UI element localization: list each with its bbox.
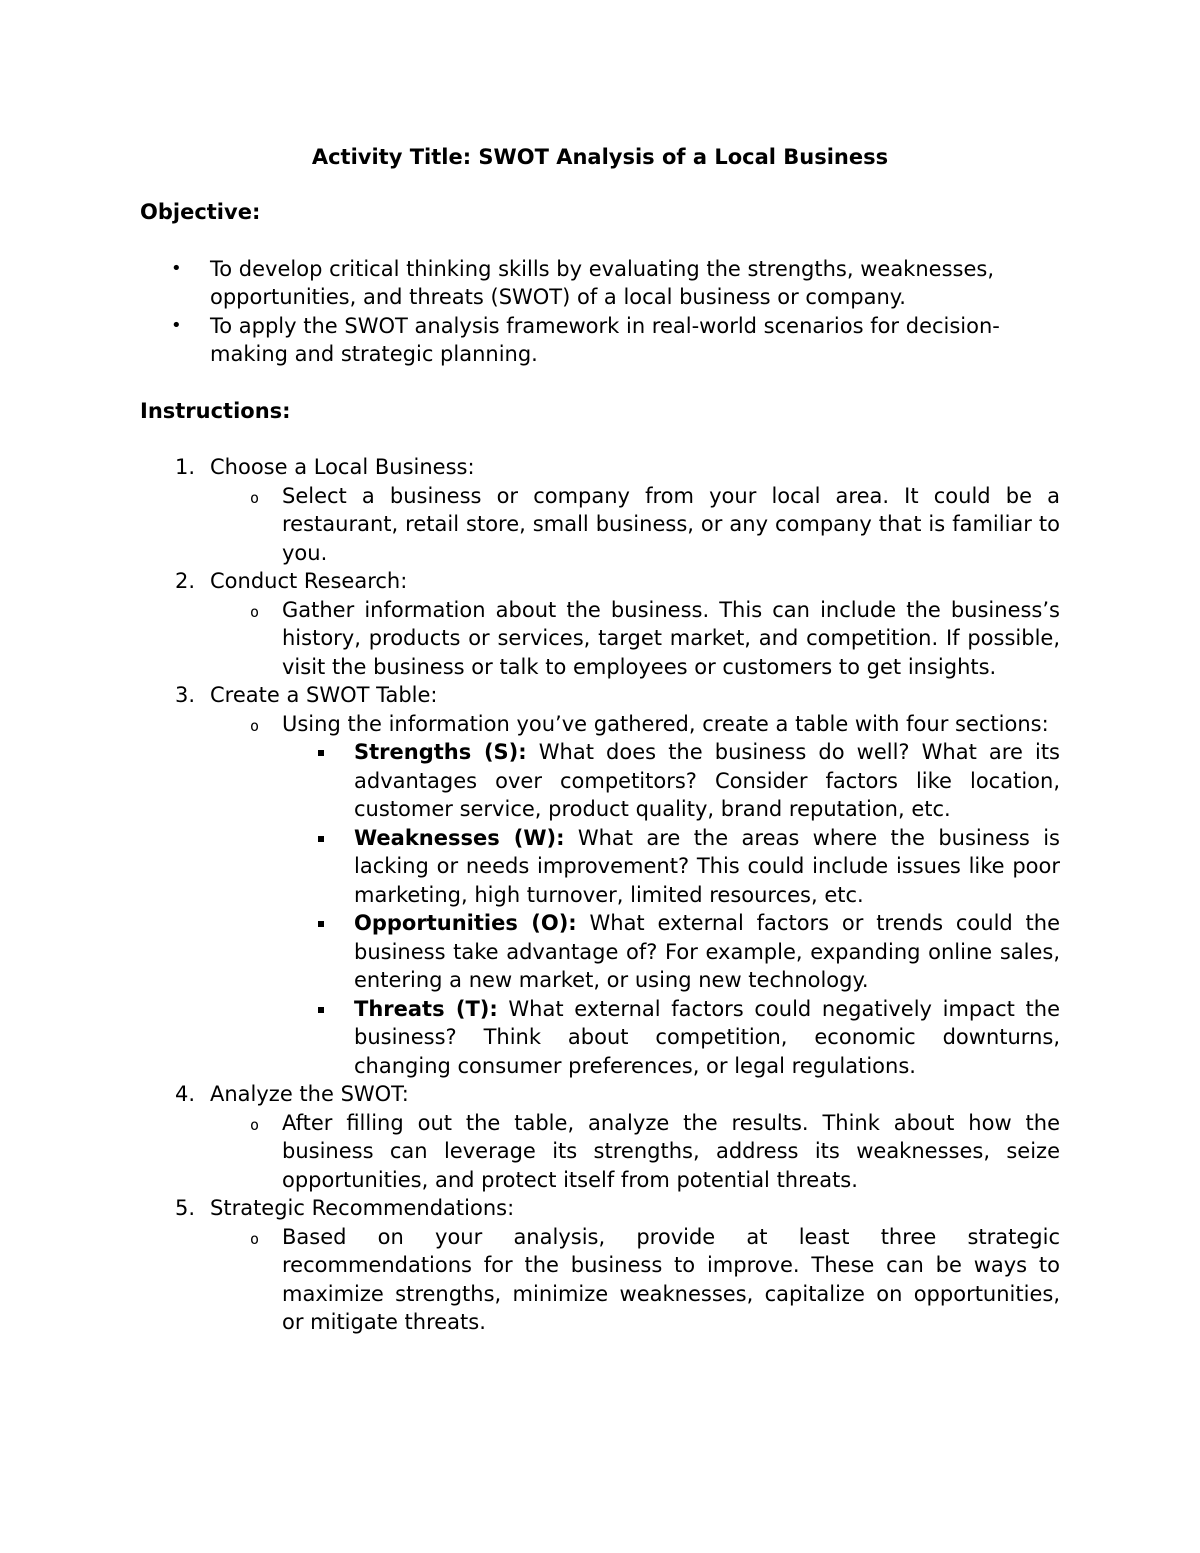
- objective-list: [140, 255, 1060, 369]
- swot-term: Weaknesses (W):: [354, 825, 565, 850]
- step-label: Create a SWOT Table:: [210, 683, 438, 707]
- step-item: [140, 567, 1060, 681]
- square-bullet-icon: [318, 1007, 324, 1013]
- swot-sections-list: [282, 738, 1060, 1080]
- instructions-heading: Instructions:: [140, 398, 291, 423]
- step-item: [140, 453, 1060, 567]
- step-detail: [210, 710, 1060, 1081]
- list-item: [140, 255, 1060, 312]
- step-item: [140, 681, 1060, 1080]
- step-detail-text: Gather information about the business. This can include the business’s history, products or services, target market, and competition. If possible, visit the business or talk to employees or customers to get insights.: [282, 597, 1060, 679]
- circle-bullet-icon: o: [250, 716, 260, 735]
- circle-bullet-icon: o: [250, 1115, 260, 1134]
- swot-section-item: [282, 995, 1060, 1081]
- document-title: Activity Title: SWOT Analysis of a Local Business: [311, 145, 889, 169]
- swot-description: What does the business do well? What are its advantages over competitors? Consider factors like location, customer service, product quality, brand reputation, etc.: [354, 740, 1060, 821]
- step-detail: [210, 1109, 1060, 1195]
- circle-bullet-icon: o: [250, 602, 260, 621]
- bullet-icon: •: [171, 314, 182, 336]
- objective-heading: Objective:: [140, 200, 261, 224]
- swot-term: Strengths (S):: [354, 740, 527, 764]
- step-label: Strategic Recommendations:: [210, 1196, 515, 1220]
- step-number: 3.: [175, 683, 196, 707]
- swot-description: What external factors or trends could the business take advantage of? For example, expanding online sales, entering a new market, or using new technology.: [354, 911, 1061, 992]
- circle-bullet-icon: o: [250, 1229, 260, 1248]
- step-detail: [210, 482, 1060, 568]
- instructions-list: [140, 453, 1060, 1337]
- swot-description: What are the areas where the business is lacking or needs improvement? This could include issues like poor marketing, high turnover, limited resources, etc.: [354, 825, 1060, 907]
- objective-text: To apply the SWOT analysis framework in real-world scenarios for decision-making and strategic planning.: [210, 313, 1000, 366]
- step-number: 5.: [175, 1196, 196, 1220]
- step-label: Choose a Local Business:: [210, 455, 475, 479]
- square-bullet-icon: [318, 836, 324, 842]
- step-label: Conduct Research:: [210, 569, 408, 593]
- step-item: [140, 1194, 1060, 1337]
- step-detail-text: Using the information you’ve gathered, create a table with four sections:: [282, 711, 1049, 736]
- list-item: [140, 312, 1060, 369]
- bullet-icon: •: [171, 257, 182, 279]
- document-page: [140, 141, 1060, 1337]
- swot-description: What external factors could negatively impact the business? Think about competition, economic downturns, changing consumer preferences, or legal regulations.: [354, 996, 1060, 1078]
- swot-section-item: [282, 824, 1060, 910]
- step-detail: [210, 596, 1060, 682]
- step-number: 4.: [175, 1082, 196, 1106]
- square-bullet-icon: [318, 921, 324, 927]
- circle-bullet-icon: o: [250, 488, 260, 507]
- objective-text: To develop critical thinking skills by evaluating the strengths, weaknesses, opportunities, and threats (SWOT) of a local business or company.: [210, 256, 994, 309]
- swot-section-item: [282, 738, 1060, 824]
- step-detail-text: Based on your analysis, provide at least three strategic recommendations for the business to improve. These can be ways to maximize strengths, minimize weaknesses, capitalize on opportunities, or mitigate threats.: [282, 1224, 1060, 1334]
- swot-section-item: [282, 909, 1060, 995]
- swot-term: Opportunities (O):: [354, 911, 577, 935]
- step-number: 2.: [175, 569, 196, 593]
- step-number: 1.: [175, 455, 196, 479]
- swot-term: Threats (T):: [354, 996, 498, 1021]
- step-label: Analyze the SWOT:: [210, 1082, 409, 1106]
- step-item: [140, 1080, 1060, 1194]
- step-detail-text: Select a business or company from your local area. It could be a restaurant, retail store, small business, or any company that is familiar to you.: [282, 483, 1060, 565]
- step-detail-text: After filling out the table, analyze the results. Think about how the business can leverage its strengths, address its weaknesses, seize opportunities, and protect itself from potential threats.: [282, 1110, 1060, 1192]
- square-bullet-icon: [318, 750, 324, 756]
- step-detail: [210, 1223, 1060, 1337]
